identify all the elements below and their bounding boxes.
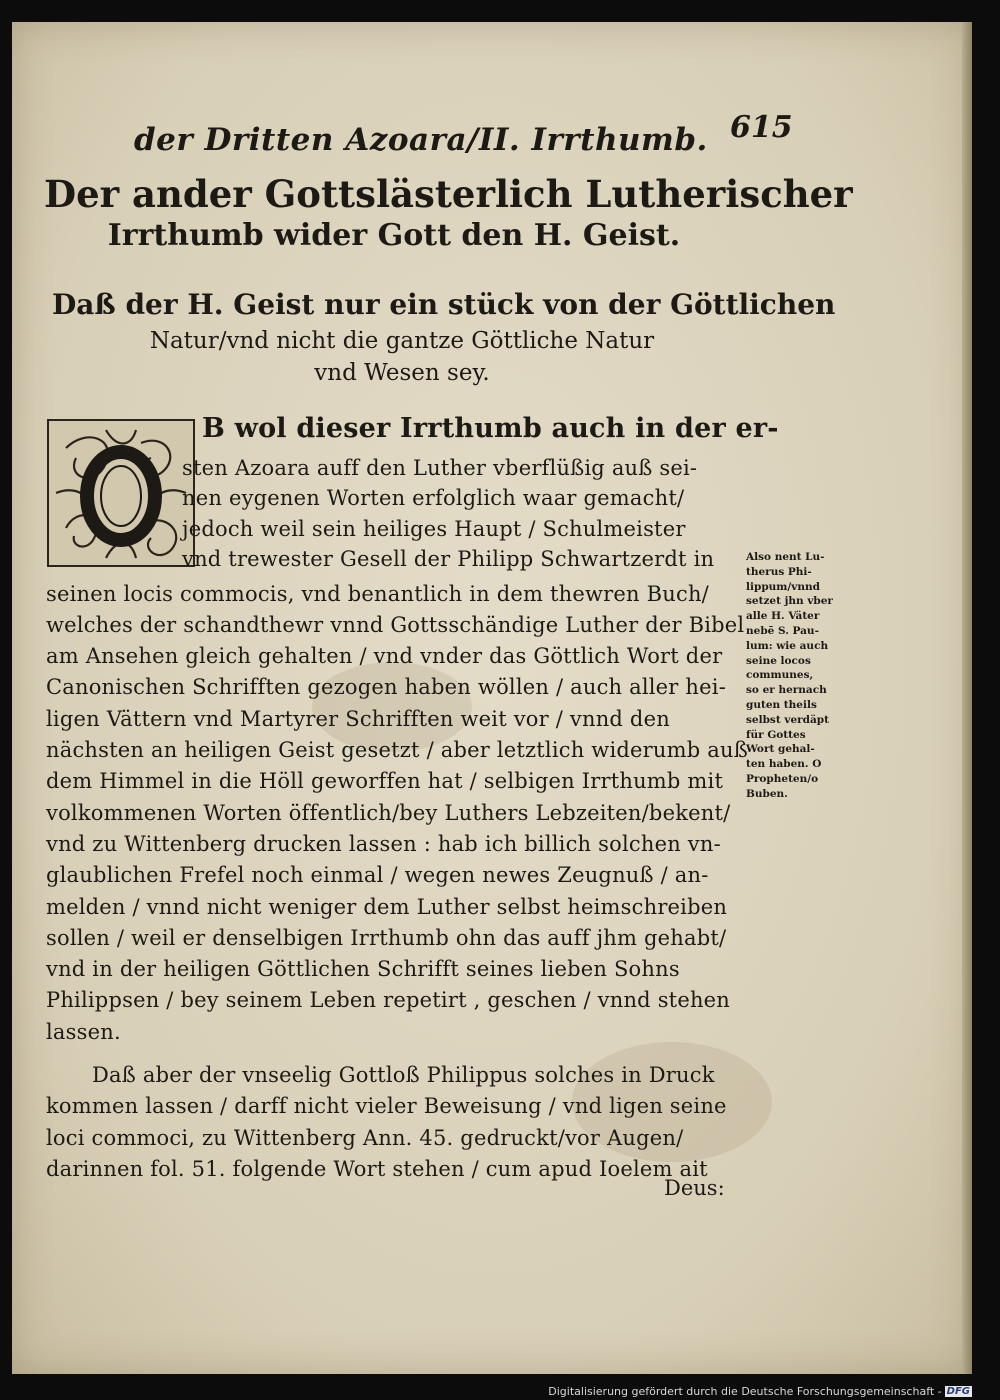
margin-note-line: Propheten/o (746, 772, 819, 785)
margin-note-line: für Gottes (746, 728, 806, 741)
body-line: melden / vnnd nicht weniger dem Luther selbst heimschreiben (46, 894, 728, 919)
subtitle-line-2: Natur/vnd nicht die gantze Göttliche Natur (149, 328, 655, 354)
body-line: Canonischen Schrifften gezogen haben wöllen / auch aller hei- (46, 675, 726, 700)
body-line: loci commoci, zu Wittenberg Ann. 45. gedruckt/vor Augen/ (46, 1125, 684, 1150)
body-line: lassen. (46, 1019, 121, 1044)
margin-note-line: Also nent Lu- (746, 551, 825, 563)
margin-note-line: communes, (746, 669, 814, 682)
margin-note-line: selbst verdäpt (746, 713, 829, 726)
margin-note-line: guten theils (746, 698, 817, 711)
body-line: seinen locis commocis, vnd benantlich in dem thewren Buch/ (46, 581, 709, 606)
margin-note-line: seine locos (746, 654, 811, 667)
body-line: jedoch weil sein heiliges Haupt / Schulmeister (182, 516, 686, 541)
chapter-title-line-1: Der ander Gottslästerlich Lutherischer (44, 172, 853, 216)
margin-note-line: lum: wie auch (746, 639, 829, 652)
subtitle-line-1: Daß der H. Geist nur ein stück von der Göttlichen (52, 288, 836, 321)
body-line: Daß aber der vnseelig Gottloß Philippus solches in Druck (92, 1063, 715, 1087)
book-page (12, 22, 972, 1374)
page-edge (962, 22, 972, 1374)
dfg-logo: DFG (946, 1386, 970, 1397)
margin-note-line: therus Phi- (746, 565, 812, 578)
body-line: kommen lassen / darff nicht vieler Beweisung / vnd ligen seine (46, 1094, 727, 1119)
running-head: der Dritten Azoara/II. Irrthumb. (134, 122, 708, 158)
margin-note-line: ten haben. O (746, 758, 822, 771)
margin-note-line: setzet jhn vber (746, 595, 833, 608)
body-line: volkommenen Worten öffentlich/bey Luthers Lebzeiten/bekent/ (46, 800, 731, 825)
chapter-title-line-2: Irrthumb wider Gott den H. Geist. (107, 218, 681, 253)
subtitle-line-3: vnd Wesen sey. (314, 360, 490, 386)
margin-note-line: so er hernach (746, 684, 827, 697)
margin-note-line: nebē S. Pau- (746, 624, 819, 637)
body-line: ligen Vättern vnd Martyrer Schrifften weit vor / vnnd den (46, 706, 670, 731)
margin-note-line: lippum/vnnd (746, 580, 820, 593)
ornamental-initial-icon (46, 418, 196, 568)
body-line: sollen / weil er denselbigen Irrthumb ohn das auff jhm gehabt/ (46, 925, 727, 950)
body-line: vnd in der heiligen Göttlichen Schrifft seines lieben Sohns (46, 957, 680, 982)
body-line: Philippsen / bey seinem Leben repetirt , geschen / vnnd stehen (46, 988, 731, 1013)
footer-text: Digitalisierung gefördert durch die Deutsche Forschungsgemeinschaft - (548, 1385, 942, 1398)
body-line: glaublichen Frefel noch einmal / wegen newes Zeugnuß / an- (46, 863, 709, 888)
body-line: B wol dieser Irrthumb auch in der er- (202, 413, 779, 444)
body-line: nen eygenen Worten erfolglich waar gemacht/ (182, 486, 685, 510)
catchword: Deus: (664, 1176, 725, 1200)
digitization-footer (548, 1385, 972, 1398)
margin-note-line: Wort gehal- (746, 743, 815, 756)
body-line: vnd zu Wittenberg drucken lassen : hab ich billich solchen vn- (46, 831, 721, 856)
margin-note-line: alle H. Väter (746, 610, 820, 623)
body-line: am Ansehen gleich gehalten / vnd vnder das Göttlich Wort der (46, 644, 723, 669)
page-number: 615 (730, 110, 793, 145)
body-line: nächsten an heiligen Geist gesetzt / aber letztlich widerumb auß (46, 738, 748, 762)
margin-note (746, 550, 866, 802)
margin-note-line: Buben. (746, 787, 788, 800)
body-line: sten Azoara auff den Luther vberflüßig auß sei- (182, 455, 698, 480)
body-line: welches der schandthewr vnnd Gottsschändige Luther der Bibel (46, 612, 745, 637)
body-line: dem Himmel in die Höll geworffen hat / selbigen Irrthumb mit (46, 769, 724, 794)
body-line: darinnen fol. 51. folgende Wort stehen / cum apud Ioelem ait (46, 1156, 708, 1181)
decorated-initial (46, 418, 196, 568)
body-line: vnd trewester Gesell der Philipp Schwartzerdt in (182, 547, 715, 571)
